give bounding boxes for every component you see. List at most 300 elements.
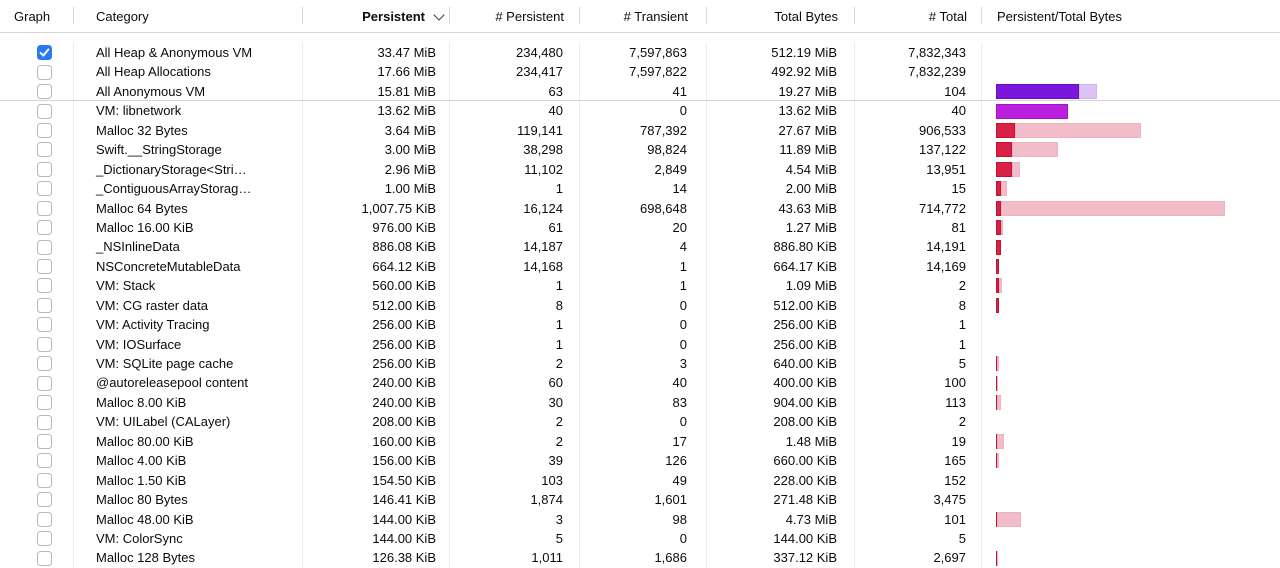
table-row[interactable] [0,490,1280,509]
graph-checkbox[interactable] [37,162,52,177]
graph-cell [0,101,74,120]
table-row[interactable] [0,432,1280,451]
num-transient-cell: 1 [580,276,707,295]
persistent-total-bar-cell [982,451,1280,470]
total-bytes-cell: 43.63 MiB [707,199,855,218]
persistent-cell: 156.00 KiB [303,451,450,470]
persistent-cell: 144.00 KiB [303,510,450,529]
num-total-cell: 1 [855,315,982,334]
num-transient-cell: 40 [580,373,707,392]
total-bytes-cell: 512.00 KiB [707,296,855,315]
graph-checkbox[interactable] [37,376,52,391]
total-bytes-cell: 144.00 KiB [707,529,855,548]
persistent-total-bar-cell [982,199,1280,218]
graph-cell [0,199,74,218]
table-row[interactable] [0,101,1280,120]
graph-checkbox[interactable] [37,298,52,313]
num-total-cell: 2 [855,276,982,295]
bar-transient-segment [997,512,1021,527]
persistent-cell: 976.00 KiB [303,218,450,237]
column-header-num-persistent-label: # Persistent [495,8,564,24]
persistent-total-bar [996,512,1021,527]
table-row[interactable] [0,529,1280,548]
table-row[interactable] [0,121,1280,140]
total-bytes-cell: 208.00 KiB [707,412,855,431]
persistent-total-bar-cell [982,490,1280,509]
persistent-total-bar-cell [982,296,1280,315]
bar-transient-segment [997,356,999,371]
bar-transient-segment [997,453,999,468]
graph-checkbox[interactable] [37,201,52,216]
num-persistent-cell: 5 [450,529,580,548]
bar-persistent-segment [996,162,1012,177]
bar-transient-segment [999,278,1002,293]
graph-cell [0,412,74,431]
num-transient-cell: 0 [580,101,707,120]
persistent-total-bar [996,376,998,391]
num-total-cell: 137,122 [855,140,982,159]
category-cell: All Anonymous VM [74,82,303,100]
graph-cell [0,140,74,159]
num-persistent-cell: 14,187 [450,237,580,256]
num-transient-cell: 0 [580,335,707,354]
bar-transient-segment [1001,220,1003,235]
graph-cell [0,335,74,354]
category-cell: Malloc 8.00 KiB [74,393,303,412]
total-bytes-cell: 4.73 MiB [707,510,855,529]
num-transient-cell: 7,597,822 [580,62,707,81]
num-total-cell: 100 [855,373,982,392]
persistent-total-bar-cell [982,335,1280,354]
num-transient-cell: 14 [580,179,707,198]
num-total-cell: 40 [855,101,982,120]
graph-checkbox[interactable] [37,181,52,196]
total-bytes-cell: 256.00 KiB [707,335,855,354]
category-cell: Malloc 16.00 KiB [74,218,303,237]
column-header-total-bytes[interactable] [707,0,855,32]
num-total-cell: 19 [855,432,982,451]
persistent-total-bar-cell [982,276,1280,295]
table-row[interactable] [0,199,1280,218]
graph-checkbox[interactable] [37,104,52,119]
num-persistent-cell: 234,480 [450,43,580,62]
persistent-total-bar-cell [982,373,1280,392]
num-transient-cell: 2,849 [580,160,707,179]
persistent-total-bar-cell [982,101,1280,120]
persistent-cell: 560.00 KiB [303,276,450,295]
column-header-num-transient-label: # Transient [623,8,688,24]
graph-cell [0,218,74,237]
persistent-total-bar [996,240,1001,255]
total-bytes-cell: 1.48 MiB [707,432,855,451]
bar-transient-segment [997,434,1004,449]
persistent-cell: 240.00 KiB [303,373,450,392]
persistent-total-bar-cell [982,218,1280,237]
num-persistent-cell: 11,102 [450,160,580,179]
num-total-cell: 714,772 [855,199,982,218]
bar-transient-segment [1001,201,1225,216]
graph-cell [0,121,74,140]
num-total-cell: 15 [855,179,982,198]
num-total-cell: 104 [855,82,982,100]
persistent-total-bar-cell [982,432,1280,451]
total-bytes-cell: 11.89 MiB [707,140,855,159]
graph-checkbox-checked[interactable] [37,45,52,60]
table-row[interactable] [0,62,1280,81]
table-row[interactable] [0,160,1280,179]
persistent-cell: 3.00 MiB [303,140,450,159]
num-total-cell: 3,475 [855,490,982,509]
graph-checkbox[interactable] [37,453,52,468]
num-total-cell: 8 [855,296,982,315]
category-cell: VM: UILabel (CALayer) [74,412,303,431]
graph-checkbox[interactable] [37,434,52,449]
total-bytes-cell: 256.00 KiB [707,315,855,334]
num-persistent-cell: 40 [450,101,580,120]
column-header-total-bytes-label: Total Bytes [774,8,838,24]
total-bytes-cell: 1.09 MiB [707,276,855,295]
num-total-cell: 5 [855,354,982,373]
persistent-cell: 13.62 MiB [303,101,450,120]
num-persistent-cell: 2 [450,412,580,431]
persistent-total-bar-cell [982,179,1280,198]
num-persistent-cell: 63 [450,82,580,100]
persistent-total-bar-cell [982,412,1280,431]
graph-checkbox[interactable] [37,317,52,332]
category-cell: Malloc 64 Bytes [74,199,303,218]
bar-transient-segment [1012,142,1058,157]
bar-persistent-segment [996,259,999,274]
num-transient-cell: 7,597,863 [580,43,707,62]
num-persistent-cell: 14,168 [450,257,580,276]
persistent-cell: 208.00 KiB [303,412,450,431]
graph-checkbox[interactable] [37,512,52,527]
table-row[interactable] [0,471,1280,490]
num-transient-cell: 1 [580,257,707,276]
column-header-category[interactable] [74,0,303,32]
bar-transient-segment [997,395,1001,410]
bar-persistent-segment [996,123,1015,138]
bar-transient-segment [997,376,998,391]
persistent-total-bar-cell [982,471,1280,490]
persistent-total-bar-cell [982,510,1280,529]
persistent-total-bar-cell [982,82,1280,100]
persistent-cell: 512.00 KiB [303,296,450,315]
table-row[interactable] [0,82,1280,101]
graph-cell [0,451,74,470]
table-row[interactable] [0,354,1280,373]
num-persistent-cell: 61 [450,218,580,237]
graph-checkbox[interactable] [37,531,52,546]
graph-cell [0,62,74,81]
bar-transient-segment [1079,84,1097,99]
category-cell: Malloc 4.00 KiB [74,451,303,470]
total-bytes-cell: 904.00 KiB [707,393,855,412]
num-total-cell: 165 [855,451,982,470]
num-transient-cell: 49 [580,471,707,490]
num-total-cell: 81 [855,218,982,237]
total-bytes-cell: 4.54 MiB [707,160,855,179]
table-row[interactable] [0,237,1280,256]
persistent-total-bar [996,395,1001,410]
table-row[interactable] [0,335,1280,354]
num-persistent-cell: 1 [450,315,580,334]
category-cell: Swift.__StringStorage [74,140,303,159]
persistent-total-bar [996,298,999,313]
num-total-cell: 7,832,343 [855,43,982,62]
graph-checkbox[interactable] [37,142,52,157]
total-bytes-cell: 2.00 MiB [707,179,855,198]
num-transient-cell: 787,392 [580,121,707,140]
graph-checkbox[interactable] [37,551,52,566]
graph-checkbox[interactable] [37,259,52,274]
num-transient-cell: 0 [580,296,707,315]
total-bytes-cell: 640.00 KiB [707,354,855,373]
graph-cell [0,296,74,315]
num-total-cell: 152 [855,471,982,490]
column-header-persistent-total-bytes[interactable] [982,0,1280,32]
total-bytes-cell: 271.48 KiB [707,490,855,509]
num-transient-cell: 698,648 [580,199,707,218]
column-header-num-total[interactable] [855,0,982,32]
chevron-down-icon [433,9,444,20]
category-cell: Malloc 1.50 KiB [74,471,303,490]
graph-checkbox[interactable] [37,473,52,488]
num-total-cell: 13,951 [855,160,982,179]
persistent-total-bar-cell [982,140,1280,159]
graph-cell [0,471,74,490]
graph-checkbox[interactable] [37,356,52,371]
num-persistent-cell: 3 [450,510,580,529]
total-bytes-cell: 400.00 KiB [707,373,855,392]
graph-checkbox[interactable] [37,84,52,99]
persistent-cell: 3.64 MiB [303,121,450,140]
table-row[interactable] [0,218,1280,237]
allocations-table-body [0,33,1280,568]
category-cell: All Heap Allocations [74,62,303,81]
graph-checkbox[interactable] [37,415,52,430]
persistent-total-bar [996,259,999,274]
persistent-cell: 33.47 MiB [303,43,450,62]
persistent-total-bar-cell [982,43,1280,62]
graph-cell [0,43,74,62]
persistent-cell: 154.50 KiB [303,471,450,490]
persistent-cell: 17.66 MiB [303,62,450,81]
table-row[interactable] [0,373,1280,392]
num-persistent-cell: 1 [450,179,580,198]
persistent-cell: 240.00 KiB [303,393,450,412]
num-persistent-cell: 16,124 [450,199,580,218]
persistent-total-bar-cell [982,257,1280,276]
table-row[interactable] [0,451,1280,470]
num-transient-cell: 4 [580,237,707,256]
table-row[interactable] [0,257,1280,276]
category-cell: VM: CG raster data [74,296,303,315]
num-transient-cell: 1,601 [580,490,707,509]
num-transient-cell: 3 [580,354,707,373]
graph-checkbox[interactable] [37,220,52,235]
category-cell: NSConcreteMutableData [74,257,303,276]
category-cell: _NSInlineData [74,237,303,256]
persistent-total-bar-cell [982,529,1280,548]
num-persistent-cell: 2 [450,354,580,373]
category-cell: VM: Stack [74,276,303,295]
total-bytes-cell: 492.92 MiB [707,62,855,81]
graph-checkbox[interactable] [37,278,52,293]
graph-cell [0,529,74,548]
persistent-cell: 1.00 MiB [303,179,450,198]
bar-persistent-segment [996,142,1012,157]
num-persistent-cell: 38,298 [450,140,580,159]
num-transient-cell: 83 [580,393,707,412]
bar-transient-segment [1015,123,1141,138]
graph-cell [0,432,74,451]
persistent-cell: 160.00 KiB [303,432,450,451]
persistent-cell: 15.81 MiB [303,82,450,100]
num-persistent-cell: 119,141 [450,121,580,140]
graph-cell [0,373,74,392]
graph-cell [0,510,74,529]
graph-checkbox[interactable] [37,65,52,80]
graph-cell [0,179,74,198]
graph-cell [0,82,74,100]
num-total-cell: 101 [855,510,982,529]
column-header-persistent-label: Persistent [362,8,425,24]
column-header-num-persistent[interactable] [450,0,580,32]
persistent-cell: 146.41 KiB [303,490,450,509]
table-row[interactable] [0,140,1280,159]
table-row[interactable] [0,296,1280,315]
num-persistent-cell: 60 [450,373,580,392]
table-row[interactable] [0,276,1280,295]
category-cell: VM: libnetwork [74,101,303,120]
graph-checkbox[interactable] [37,337,52,352]
num-total-cell: 2 [855,412,982,431]
num-total-cell: 14,191 [855,237,982,256]
graph-cell [0,160,74,179]
graph-cell [0,257,74,276]
persistent-total-bar [996,181,1007,196]
graph-cell [0,315,74,334]
persistent-total-bar [996,201,1225,216]
category-cell: VM: SQLite page cache [74,354,303,373]
persistent-total-bar [996,551,998,566]
num-total-cell: 2,697 [855,548,982,567]
persistent-cell: 664.12 KiB [303,257,450,276]
persistent-total-bar-cell [982,237,1280,256]
table-row[interactable] [0,393,1280,412]
graph-cell [0,393,74,412]
category-cell: Malloc 128 Bytes [74,548,303,567]
graph-checkbox[interactable] [37,395,52,410]
table-row[interactable] [0,43,1280,62]
num-total-cell: 14,169 [855,257,982,276]
category-cell: Malloc 48.00 KiB [74,510,303,529]
bar-persistent-segment [996,104,1068,119]
persistent-total-bar-cell [982,121,1280,140]
num-transient-cell: 0 [580,412,707,431]
graph-checkbox[interactable] [37,240,52,255]
persistent-total-bar [996,356,999,371]
total-bytes-cell: 512.19 MiB [707,43,855,62]
column-header-num-transient[interactable] [580,0,707,32]
num-total-cell: 906,533 [855,121,982,140]
column-header-graph[interactable] [0,0,74,32]
graph-cell [0,276,74,295]
graph-cell [0,237,74,256]
persistent-total-bar [996,84,1097,99]
bar-transient-segment [997,551,998,566]
num-transient-cell: 0 [580,315,707,334]
table-row[interactable] [0,510,1280,529]
graph-cell [0,490,74,509]
category-cell: Malloc 32 Bytes [74,121,303,140]
column-header-num-total-label: # Total [928,8,967,24]
category-cell: VM: Activity Tracing [74,315,303,334]
num-persistent-cell: 39 [450,451,580,470]
persistent-total-bar [996,142,1058,157]
num-transient-cell: 98 [580,510,707,529]
persistent-cell: 1,007.75 KiB [303,199,450,218]
graph-checkbox[interactable] [37,123,52,138]
total-bytes-cell: 886.80 KiB [707,237,855,256]
table-row[interactable] [0,412,1280,431]
num-total-cell: 113 [855,393,982,412]
num-persistent-cell: 1,874 [450,490,580,509]
num-total-cell: 7,832,239 [855,62,982,81]
num-transient-cell: 20 [580,218,707,237]
persistent-total-bar [996,453,999,468]
num-transient-cell: 41 [580,82,707,100]
table-row[interactable] [0,315,1280,334]
category-cell: _ContiguousArrayStorag… [74,179,303,198]
persistent-cell: 886.08 KiB [303,237,450,256]
persistent-total-bar-cell [982,160,1280,179]
persistent-total-bar-cell [982,393,1280,412]
bar-persistent-segment [996,84,1079,99]
graph-checkbox[interactable] [37,492,52,507]
num-transient-cell: 126 [580,451,707,470]
persistent-cell: 256.00 KiB [303,315,450,334]
persistent-total-bar-cell [982,315,1280,334]
total-bytes-cell: 19.27 MiB [707,82,855,100]
checkmark-icon [37,45,52,60]
category-cell: All Heap & Anonymous VM [74,43,303,62]
table-row[interactable] [0,179,1280,198]
num-persistent-cell: 1 [450,335,580,354]
total-bytes-cell: 27.67 MiB [707,121,855,140]
total-bytes-cell: 13.62 MiB [707,101,855,120]
total-bytes-cell: 660.00 KiB [707,451,855,470]
persistent-cell: 126.38 KiB [303,548,450,567]
category-cell: @autoreleasepool content [74,373,303,392]
column-header-persistent[interactable] [303,0,450,32]
num-persistent-cell: 1,011 [450,548,580,567]
total-bytes-cell: 228.00 KiB [707,471,855,490]
persistent-cell: 144.00 KiB [303,529,450,548]
total-bytes-cell: 1.27 MiB [707,218,855,237]
num-transient-cell: 98,824 [580,140,707,159]
bar-persistent-segment [996,298,999,313]
category-cell: VM: ColorSync [74,529,303,548]
column-header-graph-label: Graph [14,8,51,24]
graph-cell [0,354,74,373]
persistent-total-bar [996,434,1004,449]
category-cell: VM: IOSurface [74,335,303,354]
bar-transient-segment [1001,181,1007,196]
num-persistent-cell: 8 [450,296,580,315]
category-cell: Malloc 80.00 KiB [74,432,303,451]
